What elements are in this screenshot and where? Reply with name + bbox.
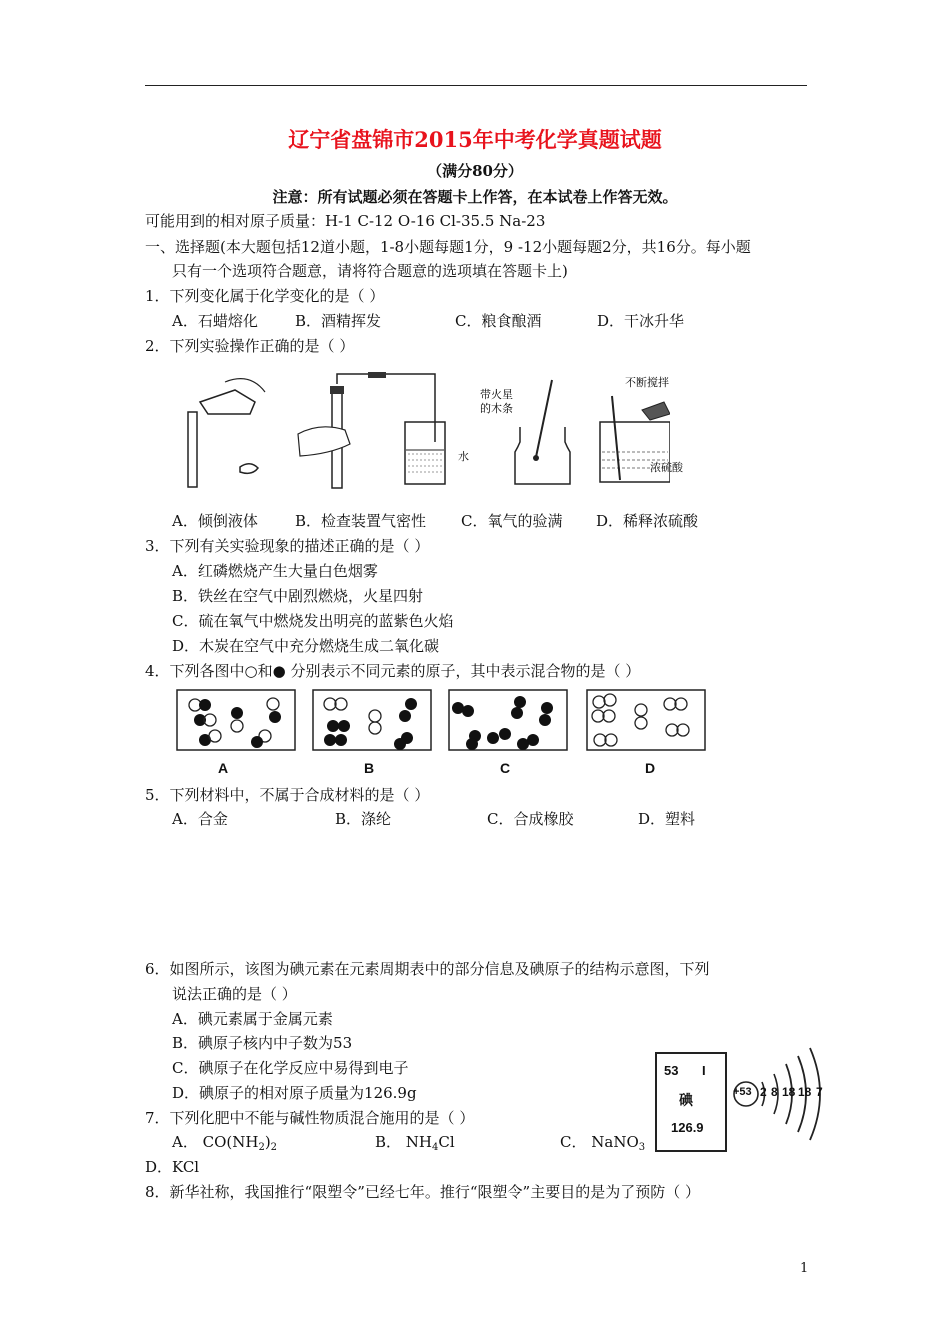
nucleus-charge: +53	[733, 1086, 752, 1098]
full-score: （满分80分）	[427, 162, 523, 180]
q7-option-d: D．KCl	[145, 1158, 200, 1176]
element-name: 碘	[679, 1093, 693, 1109]
header-rule	[145, 85, 807, 86]
shell-count-4: 18	[798, 1085, 812, 1099]
q5-option-a: A．合金	[172, 810, 228, 828]
q2-option-c: C．氧气的验满	[461, 512, 563, 530]
q4-label-a: A	[218, 760, 229, 776]
atomic-masses: 可能用到的相对原子质量：H-1 C-12 O-16 Cl-35.5 Na-23	[145, 212, 546, 230]
q4-stem: 4．下列各图中○和● 分别表示不同元素的原子，其中表示混合物的是（ ）	[145, 662, 641, 680]
shell-count-5: 7	[816, 1085, 823, 1099]
wood-stick-label: 带火星	[480, 388, 513, 401]
q6-option-a: A．碘元素属于金属元素	[172, 1010, 333, 1028]
shell-count-1: 2	[760, 1085, 767, 1099]
q1-stem: 1．下列变化属于化学变化的是（ ）	[145, 287, 385, 305]
svg-text:的木条: 的木条	[480, 402, 513, 415]
q1-option-b: B．酒精挥发	[295, 312, 382, 330]
oxygen-check-figure	[480, 380, 570, 484]
q1-option-a: A．石蜡熔化	[172, 312, 258, 330]
q7-stem: 7．下列化肥中不能与碱性物质混合施用的是（ ）	[145, 1109, 475, 1127]
svg-text:不断搅拌: 不断搅拌	[625, 376, 669, 389]
q1-option-c: C．粮食酿酒	[455, 312, 542, 330]
exam-title: 辽宁省盘锦市2015年中考化学真题试题	[288, 127, 662, 152]
q3-option-c: C．硫在氧气中燃烧发出明亮的蓝紫色火焰	[172, 612, 454, 630]
q7-option-b: B． $NH_4Cl$	[375, 1133, 455, 1153]
airtightness-figure	[298, 372, 445, 488]
q6-stem: 6．如图所示，该图为碘元素在元素周期表中的部分信息及碘原子的结构示意图，下列	[145, 960, 710, 978]
q4-label-c: C	[500, 760, 511, 776]
q5-option-d: D．塑料	[638, 810, 696, 828]
pouring-liquid-figure	[188, 379, 265, 487]
water-label: 水	[458, 450, 469, 463]
q2-option-d: D．稀释浓硫酸	[596, 512, 699, 530]
q5-stem: 5．下列材料中，不属于合成材料的是（ ）	[145, 786, 430, 804]
q6-option-d: D．碘原子的相对原子质量为126.9g	[172, 1084, 417, 1102]
box-b	[313, 690, 431, 750]
q5-option-c: C．合成橡胶	[487, 810, 574, 828]
q5-option-b: B．涤纶	[335, 810, 392, 828]
q3-stem: 3．下列有关实验现象的描述正确的是（ ）	[145, 537, 430, 555]
q8-stem: 8．新华社称，我国推行“限塑令”已经七年。推行“限塑令”主要目的是为了预防（ ）	[145, 1183, 700, 1201]
q1-option-d: D．干冰升华	[597, 312, 685, 330]
iodine-element-card	[655, 1052, 727, 1152]
shell-count-3: 18	[782, 1085, 796, 1099]
shell-count-2: 8	[771, 1085, 778, 1099]
atomic-mass: 126.9	[671, 1120, 704, 1135]
section-heading-cont: 只有一个选项符合题意，请将符合题意的选项填在答题卡上)	[172, 262, 568, 280]
q3-option-d: D．木炭在空气中充分燃烧生成二氧化碳	[172, 637, 440, 655]
q4-label-b: B	[364, 760, 375, 776]
notice: 注意：所有试题必须在答题卡上作答，在本试卷上作答无效。	[272, 188, 678, 206]
atomic-number: 53	[664, 1063, 679, 1078]
element-symbol: I	[702, 1063, 706, 1078]
acid-label: 浓硫酸	[650, 461, 683, 474]
section-heading: 一、选择题(本大题包括12道小题，1-8小题每题1分，9 -12小题每题2分，共16分。每小题	[145, 238, 751, 256]
q7-option-c: C． NaNO$_3$	[560, 1133, 646, 1153]
box-a	[177, 690, 295, 750]
q4-label-d: D	[645, 760, 656, 776]
page-number: 1	[800, 1261, 809, 1276]
q6-option-b: B．碘原子核内中子数为53	[172, 1034, 353, 1052]
q3-option-a: A．红磷燃烧产生大量白色烟雾	[172, 562, 378, 580]
q2-figure	[180, 372, 670, 490]
q2-option-b: B．检查装置气密性	[295, 512, 427, 530]
q7-option-a: A． $CO(NH_2)_2$	[172, 1133, 278, 1153]
q2-stem: 2．下列实验操作正确的是（ ）	[145, 337, 355, 355]
q6-stem-cont: 说法正确的是（ ）	[172, 985, 297, 1003]
box-d	[587, 690, 705, 750]
q3-option-b: B．铁丝在空气中剧烈燃烧，火星四射	[172, 587, 424, 605]
q4-figure	[175, 688, 710, 752]
q6-option-c: C．碘原子在化学反应中易得到电子	[172, 1059, 409, 1077]
q2-option-a: A．倾倒液体	[172, 512, 258, 530]
box-c	[449, 690, 567, 750]
